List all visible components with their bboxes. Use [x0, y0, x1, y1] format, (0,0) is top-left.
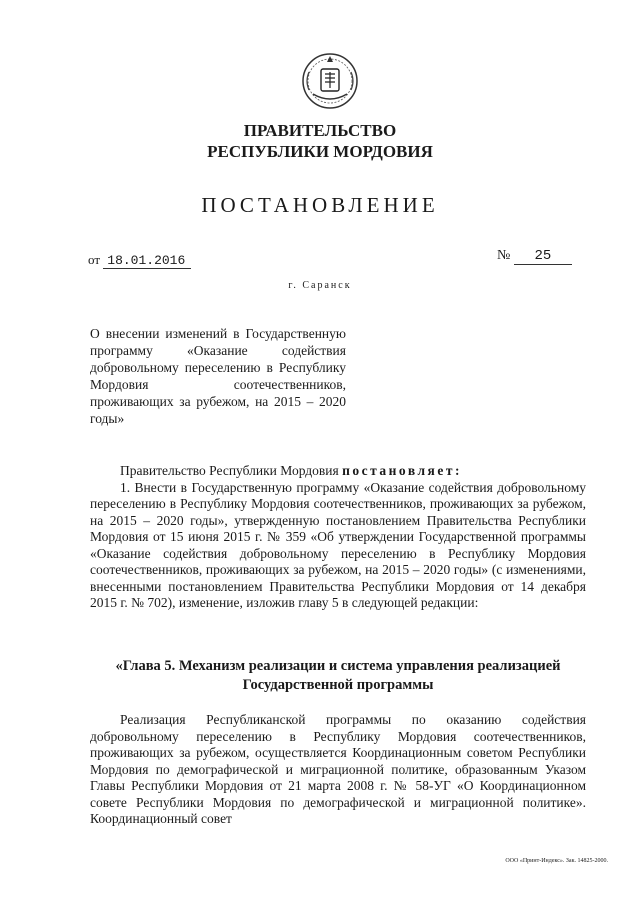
number-prefix: № — [497, 248, 511, 263]
city-name: г. Саранск — [288, 280, 352, 291]
coat-of-arms-emblem — [299, 50, 361, 112]
chapter-heading-line2: Государственной программы — [242, 677, 434, 693]
intro-text: Правительство Республики Мордовия — [120, 463, 339, 478]
date-prefix: от — [88, 252, 101, 267]
chapter-body — [90, 712, 586, 828]
intro-decree-word: постановляет: — [342, 463, 462, 478]
resolution-body — [90, 463, 586, 612]
intro-paragraph — [90, 463, 586, 480]
chapter-heading — [90, 657, 586, 695]
date-value: 18.01.2016 — [103, 253, 191, 269]
chapter-paragraph: Реализация Республиканской программы по оказанию содействия добровольному переселению в Республику Мордовия соотечественников, проживающих за рубежом, осуществляется Координационным советом Республики Мордовия по демографической и миграционной политике, образованным Указом Главы Республики Мордовия от 21 марта 2008 г. № 58-УГ «О Координационном совете Республики Мордовия по демографической и миграционной политике». Координационный совет — [90, 712, 586, 826]
document-number — [497, 248, 572, 265]
printer-footer: ООО «Принт-Индекс». Зак. 14825-2000. — [505, 858, 608, 864]
org-name-line1: ПРАВИТЕЛЬСТВО — [243, 121, 397, 140]
chapter-heading-line1: «Глава 5. Механизм реализации и система управления реализацией — [115, 658, 561, 674]
document-date — [88, 252, 191, 269]
org-name-line2: РЕСПУБЛИКИ МОРДОВИЯ — [207, 142, 433, 161]
number-value: 25 — [514, 248, 572, 265]
document-subject: О внесении изменений в Государственную программу «Оказание содействия добровольному переселению в Республику Мордовия соотечественников, проживающих за рубежом, на 2015 – 2020 годы» — [90, 326, 346, 426]
item-1-paragraph: 1. Внести в Государственную программу «Оказание содействия добровольному переселению в Республику Мордовия соотечественников, проживающих за рубежом, на 2015 – 2020 годы», утвержденную постановлением Правительства Республики Мордовия от 15 июня 2015 г. № 359 «Об утверждении Государственной программы «Оказание содействия добровольному переселению в Республику Мордовия соотечественников, проживающих за рубежом, на 2015 – 2020 годы» (с изменениями, внесенными постановлением Правительства Республики Мордовия от 14 декабря 2015 г. № 702), изменение, изложив главу 5 в следующей редакции: — [90, 479, 586, 610]
document-type-title: ПОСТАНОВЛЕНИЕ — [201, 193, 439, 217]
